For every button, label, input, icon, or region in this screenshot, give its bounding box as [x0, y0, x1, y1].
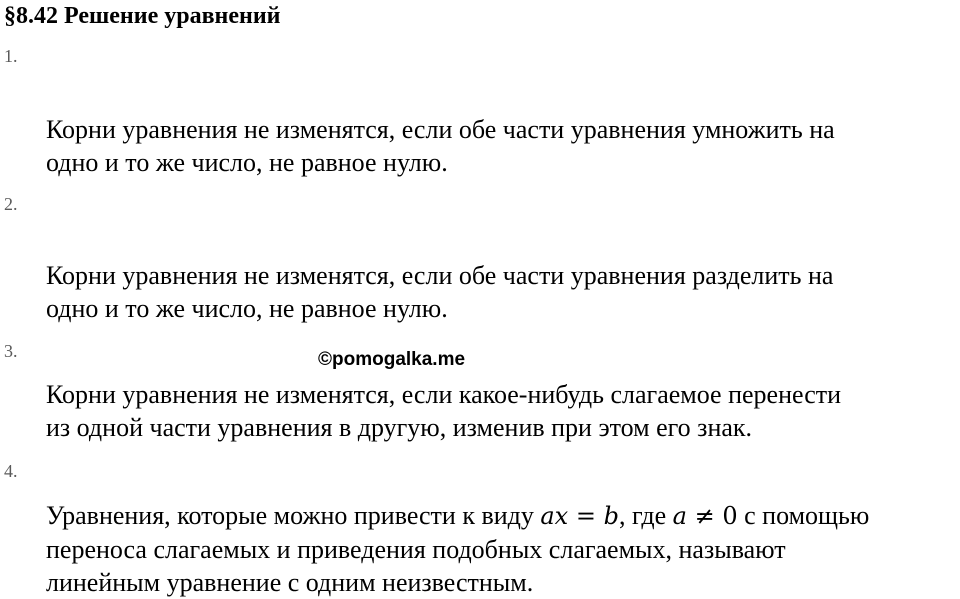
definition-line-1-end: с помощью: [737, 501, 870, 530]
rule-paragraph-3: [46, 378, 956, 444]
formula-zero: 0: [722, 502, 738, 530]
rule-3-line-2: из одной части уравнения в другую, изменив при этом его знак.: [46, 413, 753, 442]
rule-3-line-1: Корни уравнения не изменятся, если какое-нибудь слагаемое перенести: [46, 380, 842, 409]
definition-line-3: линейным уравнение с одним неизвестным.: [46, 568, 534, 597]
item-number-4: 4.: [4, 461, 18, 481]
formula-not-equal-sign: ≠: [694, 502, 715, 530]
formula-ax-equals-b: [540, 502, 619, 530]
formula-a-not-zero: [673, 502, 738, 530]
rule-1-line-1: Корни уравнения не изменятся, если обе части уравнения умножить на: [46, 115, 835, 144]
definition-line-2: переноса слагаемых и приведения подобных слагаемых, называют: [46, 535, 786, 564]
item-number-2: 2.: [4, 194, 18, 214]
item-number-3: 3.: [4, 341, 18, 361]
definition-line-1-start: Уравнения, которые можно привести к виду: [46, 501, 541, 530]
definition-paragraph-4: [46, 499, 956, 599]
formula-ax: ax: [540, 502, 569, 530]
rule-paragraph-1: [46, 113, 956, 179]
rule-2-line-1: Корни уравнения не изменятся, если обе части уравнения разделить на: [46, 261, 834, 290]
watermark: ©pomogalka.me: [318, 349, 466, 370]
definition-line-1-mid: , где: [618, 501, 673, 530]
section-title: §8.42 Решение уравнений: [4, 3, 281, 29]
formula-a: a: [672, 502, 687, 530]
formula-b: b: [603, 502, 619, 530]
rule-1-line-2: одно и то же число, не равное нулю.: [46, 148, 448, 177]
item-number-1: 1.: [4, 46, 18, 66]
formula-equals-sign: =: [575, 502, 596, 530]
rule-paragraph-2: [46, 259, 956, 325]
definition-line-1: [46, 499, 956, 533]
rule-2-line-2: одно и то же число, не равное нулю.: [46, 294, 448, 323]
